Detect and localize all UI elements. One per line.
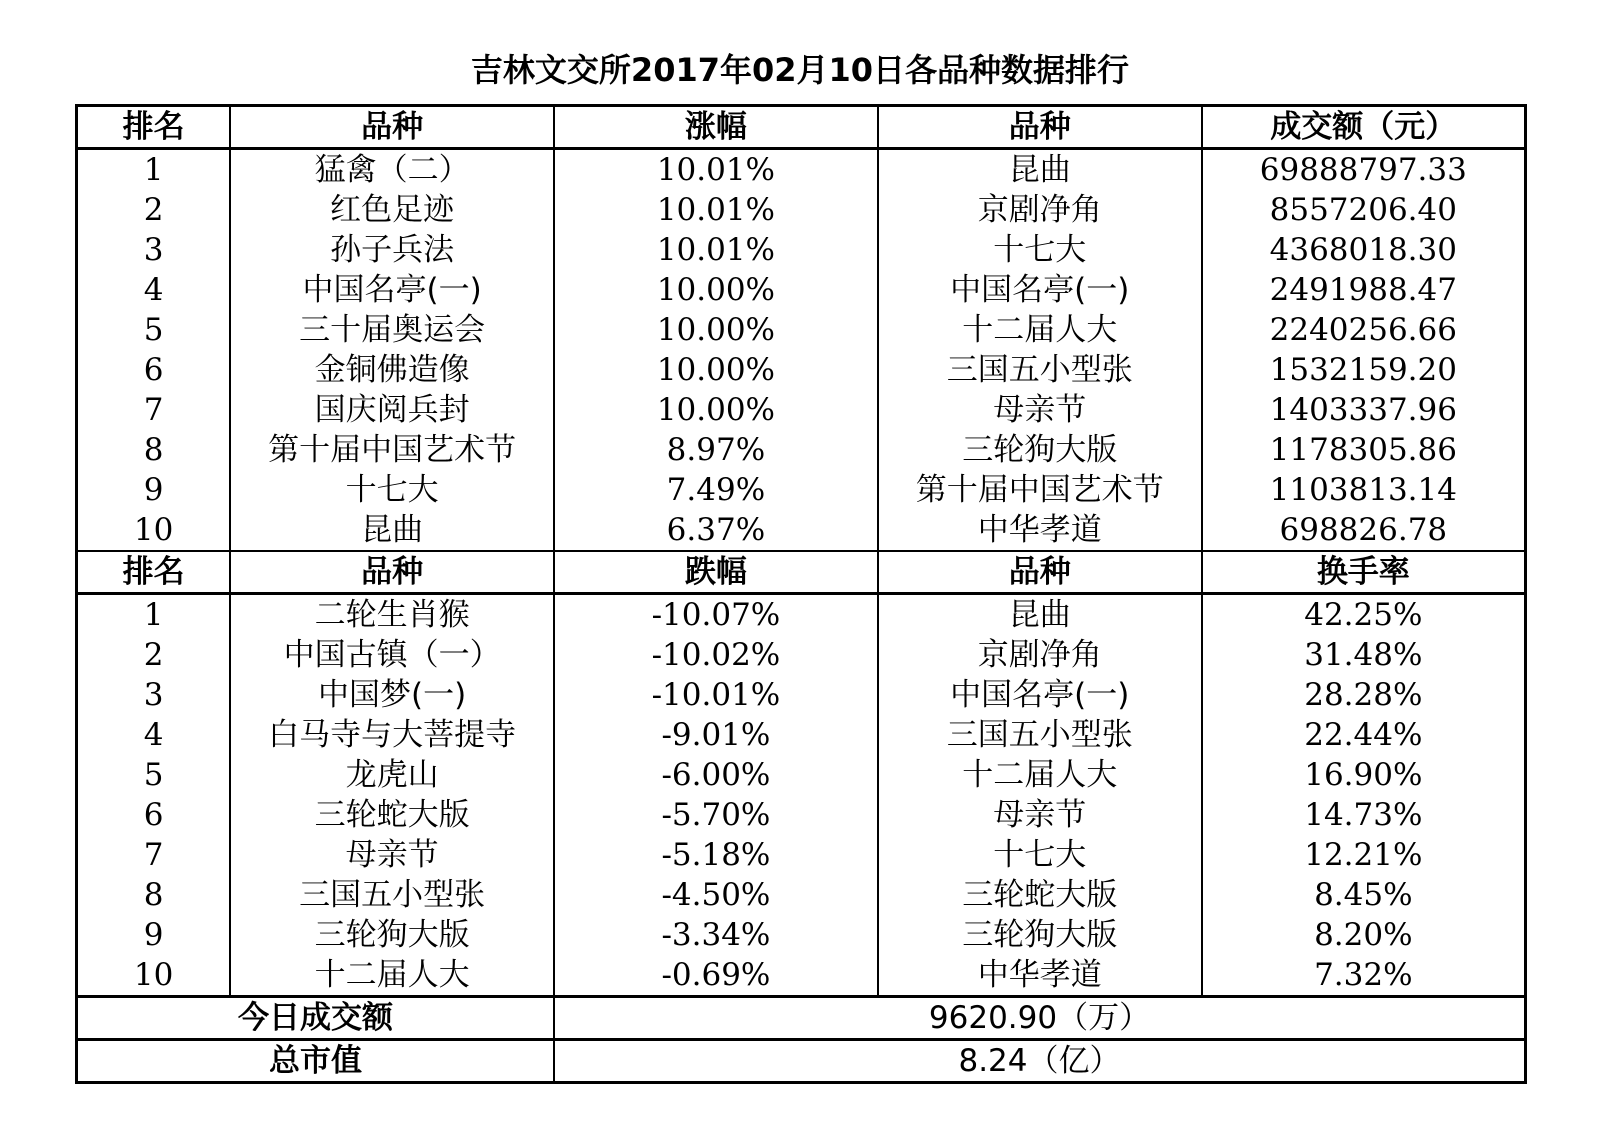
rank-cell: 3 (77, 230, 231, 270)
turnover-value-cell: 698826.78 (1202, 510, 1526, 551)
rank-cell: 6 (77, 795, 231, 835)
header-rate-value: 换手率 (1202, 551, 1526, 594)
table-row (77, 510, 1526, 551)
bottom-header-row (77, 551, 1526, 594)
turnover-item-cell: 母亲节 (878, 390, 1202, 430)
rate-value-cell: 14.73% (1202, 795, 1526, 835)
loss-item-cell: 三轮狗大版 (230, 915, 554, 955)
rate-item-cell: 三国五小型张 (878, 715, 1202, 755)
loss-pct-cell: -4.50% (554, 875, 878, 915)
table-row (77, 835, 1526, 875)
rank-cell: 2 (77, 635, 231, 675)
bottom-rows (77, 593, 1526, 996)
turnover-value-cell: 4368018.30 (1202, 230, 1526, 270)
header-turnover-item: 品种 (878, 106, 1202, 149)
turnover-item-cell: 十二届人大 (878, 310, 1202, 350)
gain-pct-cell: 10.00% (554, 270, 878, 310)
loss-pct-cell: -9.01% (554, 715, 878, 755)
header-loss-item: 品种 (230, 551, 554, 594)
table-row (77, 149, 1526, 191)
loss-item-cell: 白马寺与大菩提寺 (230, 715, 554, 755)
rank-cell: 8 (77, 875, 231, 915)
rate-item-cell: 中华孝道 (878, 955, 1202, 997)
turnover-value-cell: 2491988.47 (1202, 270, 1526, 310)
gain-pct-cell: 10.00% (554, 390, 878, 430)
turnover-value-cell: 2240256.66 (1202, 310, 1526, 350)
table-row (77, 593, 1526, 635)
gain-item-cell: 红色足迹 (230, 190, 554, 230)
gain-pct-cell: 8.97% (554, 430, 878, 470)
loss-item-cell: 十二届人大 (230, 955, 554, 997)
gain-item-cell: 国庆阅兵封 (230, 390, 554, 430)
turnover-item-cell: 京剧净角 (878, 190, 1202, 230)
table-row (77, 350, 1526, 390)
header-turnover-value: 成交额（元） (1202, 106, 1526, 149)
rank-cell: 1 (77, 149, 231, 191)
turnover-value-cell: 1403337.96 (1202, 390, 1526, 430)
market-value-row (77, 1039, 1526, 1082)
bottom-section (77, 551, 1526, 594)
loss-item-cell: 母亲节 (230, 835, 554, 875)
turnover-value-cell: 1532159.20 (1202, 350, 1526, 390)
gain-item-cell: 孙子兵法 (230, 230, 554, 270)
turnover-value-cell: 1103813.14 (1202, 470, 1526, 510)
rate-value-cell: 8.45% (1202, 875, 1526, 915)
table-row (77, 310, 1526, 350)
loss-pct-cell: -10.07% (554, 593, 878, 635)
turnover-item-cell: 昆曲 (878, 149, 1202, 191)
rank-cell: 4 (77, 270, 231, 310)
turnover-value-cell: 1178305.86 (1202, 430, 1526, 470)
rank-cell: 10 (77, 955, 231, 997)
daily-turnover-value: 9620.90（万） (554, 996, 1525, 1039)
loss-item-cell: 中国梦(一) (230, 675, 554, 715)
gain-pct-cell: 7.49% (554, 470, 878, 510)
gain-pct-cell: 10.01% (554, 190, 878, 230)
rank-cell: 7 (77, 835, 231, 875)
header-rank: 排名 (77, 551, 231, 594)
gain-pct-cell: 10.00% (554, 350, 878, 390)
table-row (77, 390, 1526, 430)
rate-value-cell: 22.44% (1202, 715, 1526, 755)
gain-pct-cell: 6.37% (554, 510, 878, 551)
rank-cell: 10 (77, 510, 231, 551)
table-row (77, 675, 1526, 715)
loss-pct-cell: -5.18% (554, 835, 878, 875)
gain-item-cell: 猛禽（二） (230, 149, 554, 191)
rate-value-cell: 8.20% (1202, 915, 1526, 955)
rate-item-cell: 中国名亭(一) (878, 675, 1202, 715)
rank-cell: 9 (77, 470, 231, 510)
gain-pct-cell: 10.01% (554, 149, 878, 191)
rank-cell: 4 (77, 715, 231, 755)
turnover-item-cell: 第十届中国艺术节 (878, 470, 1202, 510)
daily-turnover-row (77, 996, 1526, 1039)
rank-cell: 6 (77, 350, 231, 390)
top-header-row (77, 106, 1526, 149)
table-row (77, 755, 1526, 795)
rank-cell: 1 (77, 593, 231, 635)
gain-item-cell: 金铜佛造像 (230, 350, 554, 390)
turnover-value-cell: 8557206.40 (1202, 190, 1526, 230)
market-value-value: 8.24（亿） (554, 1039, 1525, 1082)
table-row (77, 190, 1526, 230)
rate-item-cell: 三轮蛇大版 (878, 875, 1202, 915)
table-row (77, 230, 1526, 270)
turnover-item-cell: 三国五小型张 (878, 350, 1202, 390)
table-row (77, 715, 1526, 755)
table-row (77, 795, 1526, 835)
loss-item-cell: 三国五小型张 (230, 875, 554, 915)
rate-value-cell: 28.28% (1202, 675, 1526, 715)
table-row (77, 430, 1526, 470)
rate-value-cell: 31.48% (1202, 635, 1526, 675)
loss-item-cell: 中国古镇（一） (230, 635, 554, 675)
gain-item-cell: 三十届奥运会 (230, 310, 554, 350)
rank-cell: 3 (77, 675, 231, 715)
loss-pct-cell: -0.69% (554, 955, 878, 997)
ranking-table (75, 104, 1527, 1084)
rank-cell: 8 (77, 430, 231, 470)
loss-pct-cell: -6.00% (554, 755, 878, 795)
turnover-item-cell: 中国名亭(一) (878, 270, 1202, 310)
loss-pct-cell: -5.70% (554, 795, 878, 835)
header-gain-item: 品种 (230, 106, 554, 149)
header-gain-pct: 涨幅 (554, 106, 878, 149)
turnover-item-cell: 中华孝道 (878, 510, 1202, 551)
header-rate-item: 品种 (878, 551, 1202, 594)
rank-cell: 2 (77, 190, 231, 230)
summary-section (77, 996, 1526, 1082)
table-row (77, 875, 1526, 915)
rate-value-cell: 42.25% (1202, 593, 1526, 635)
turnover-item-cell: 十七大 (878, 230, 1202, 270)
rate-value-cell: 12.21% (1202, 835, 1526, 875)
gain-pct-cell: 10.00% (554, 310, 878, 350)
loss-pct-cell: -3.34% (554, 915, 878, 955)
page-title: 吉林文交所2017年02月10日各品种数据排行 (470, 51, 1130, 89)
rate-value-cell: 7.32% (1202, 955, 1526, 997)
top-rows (77, 149, 1526, 551)
rate-item-cell: 昆曲 (878, 593, 1202, 635)
gain-item-cell: 昆曲 (230, 510, 554, 551)
gain-item-cell: 十七大 (230, 470, 554, 510)
loss-pct-cell: -10.01% (554, 675, 878, 715)
rank-cell: 5 (77, 755, 231, 795)
gain-item-cell: 中国名亭(一) (230, 270, 554, 310)
gain-pct-cell: 10.01% (554, 230, 878, 270)
rate-item-cell: 十二届人大 (878, 755, 1202, 795)
market-value-label: 总市值 (77, 1039, 555, 1082)
header-loss-pct: 跌幅 (554, 551, 878, 594)
rate-item-cell: 母亲节 (878, 795, 1202, 835)
rate-value-cell: 16.90% (1202, 755, 1526, 795)
rate-item-cell: 三轮狗大版 (878, 915, 1202, 955)
top-section (77, 106, 1526, 149)
loss-pct-cell: -10.02% (554, 635, 878, 675)
rank-cell: 5 (77, 310, 231, 350)
table-row (77, 955, 1526, 997)
turnover-item-cell: 三轮狗大版 (878, 430, 1202, 470)
turnover-value-cell: 69888797.33 (1202, 149, 1526, 191)
table-row (77, 470, 1526, 510)
loss-item-cell: 龙虎山 (230, 755, 554, 795)
rank-cell: 9 (77, 915, 231, 955)
gain-item-cell: 第十届中国艺术节 (230, 430, 554, 470)
rate-item-cell: 京剧净角 (878, 635, 1202, 675)
rank-cell: 7 (77, 390, 231, 430)
loss-item-cell: 三轮蛇大版 (230, 795, 554, 835)
rate-item-cell: 十七大 (878, 835, 1202, 875)
daily-turnover-label: 今日成交额 (77, 996, 555, 1039)
table-row (77, 915, 1526, 955)
loss-item-cell: 二轮生肖猴 (230, 593, 554, 635)
header-rank: 排名 (77, 106, 231, 149)
table-row (77, 635, 1526, 675)
table-row (77, 270, 1526, 310)
